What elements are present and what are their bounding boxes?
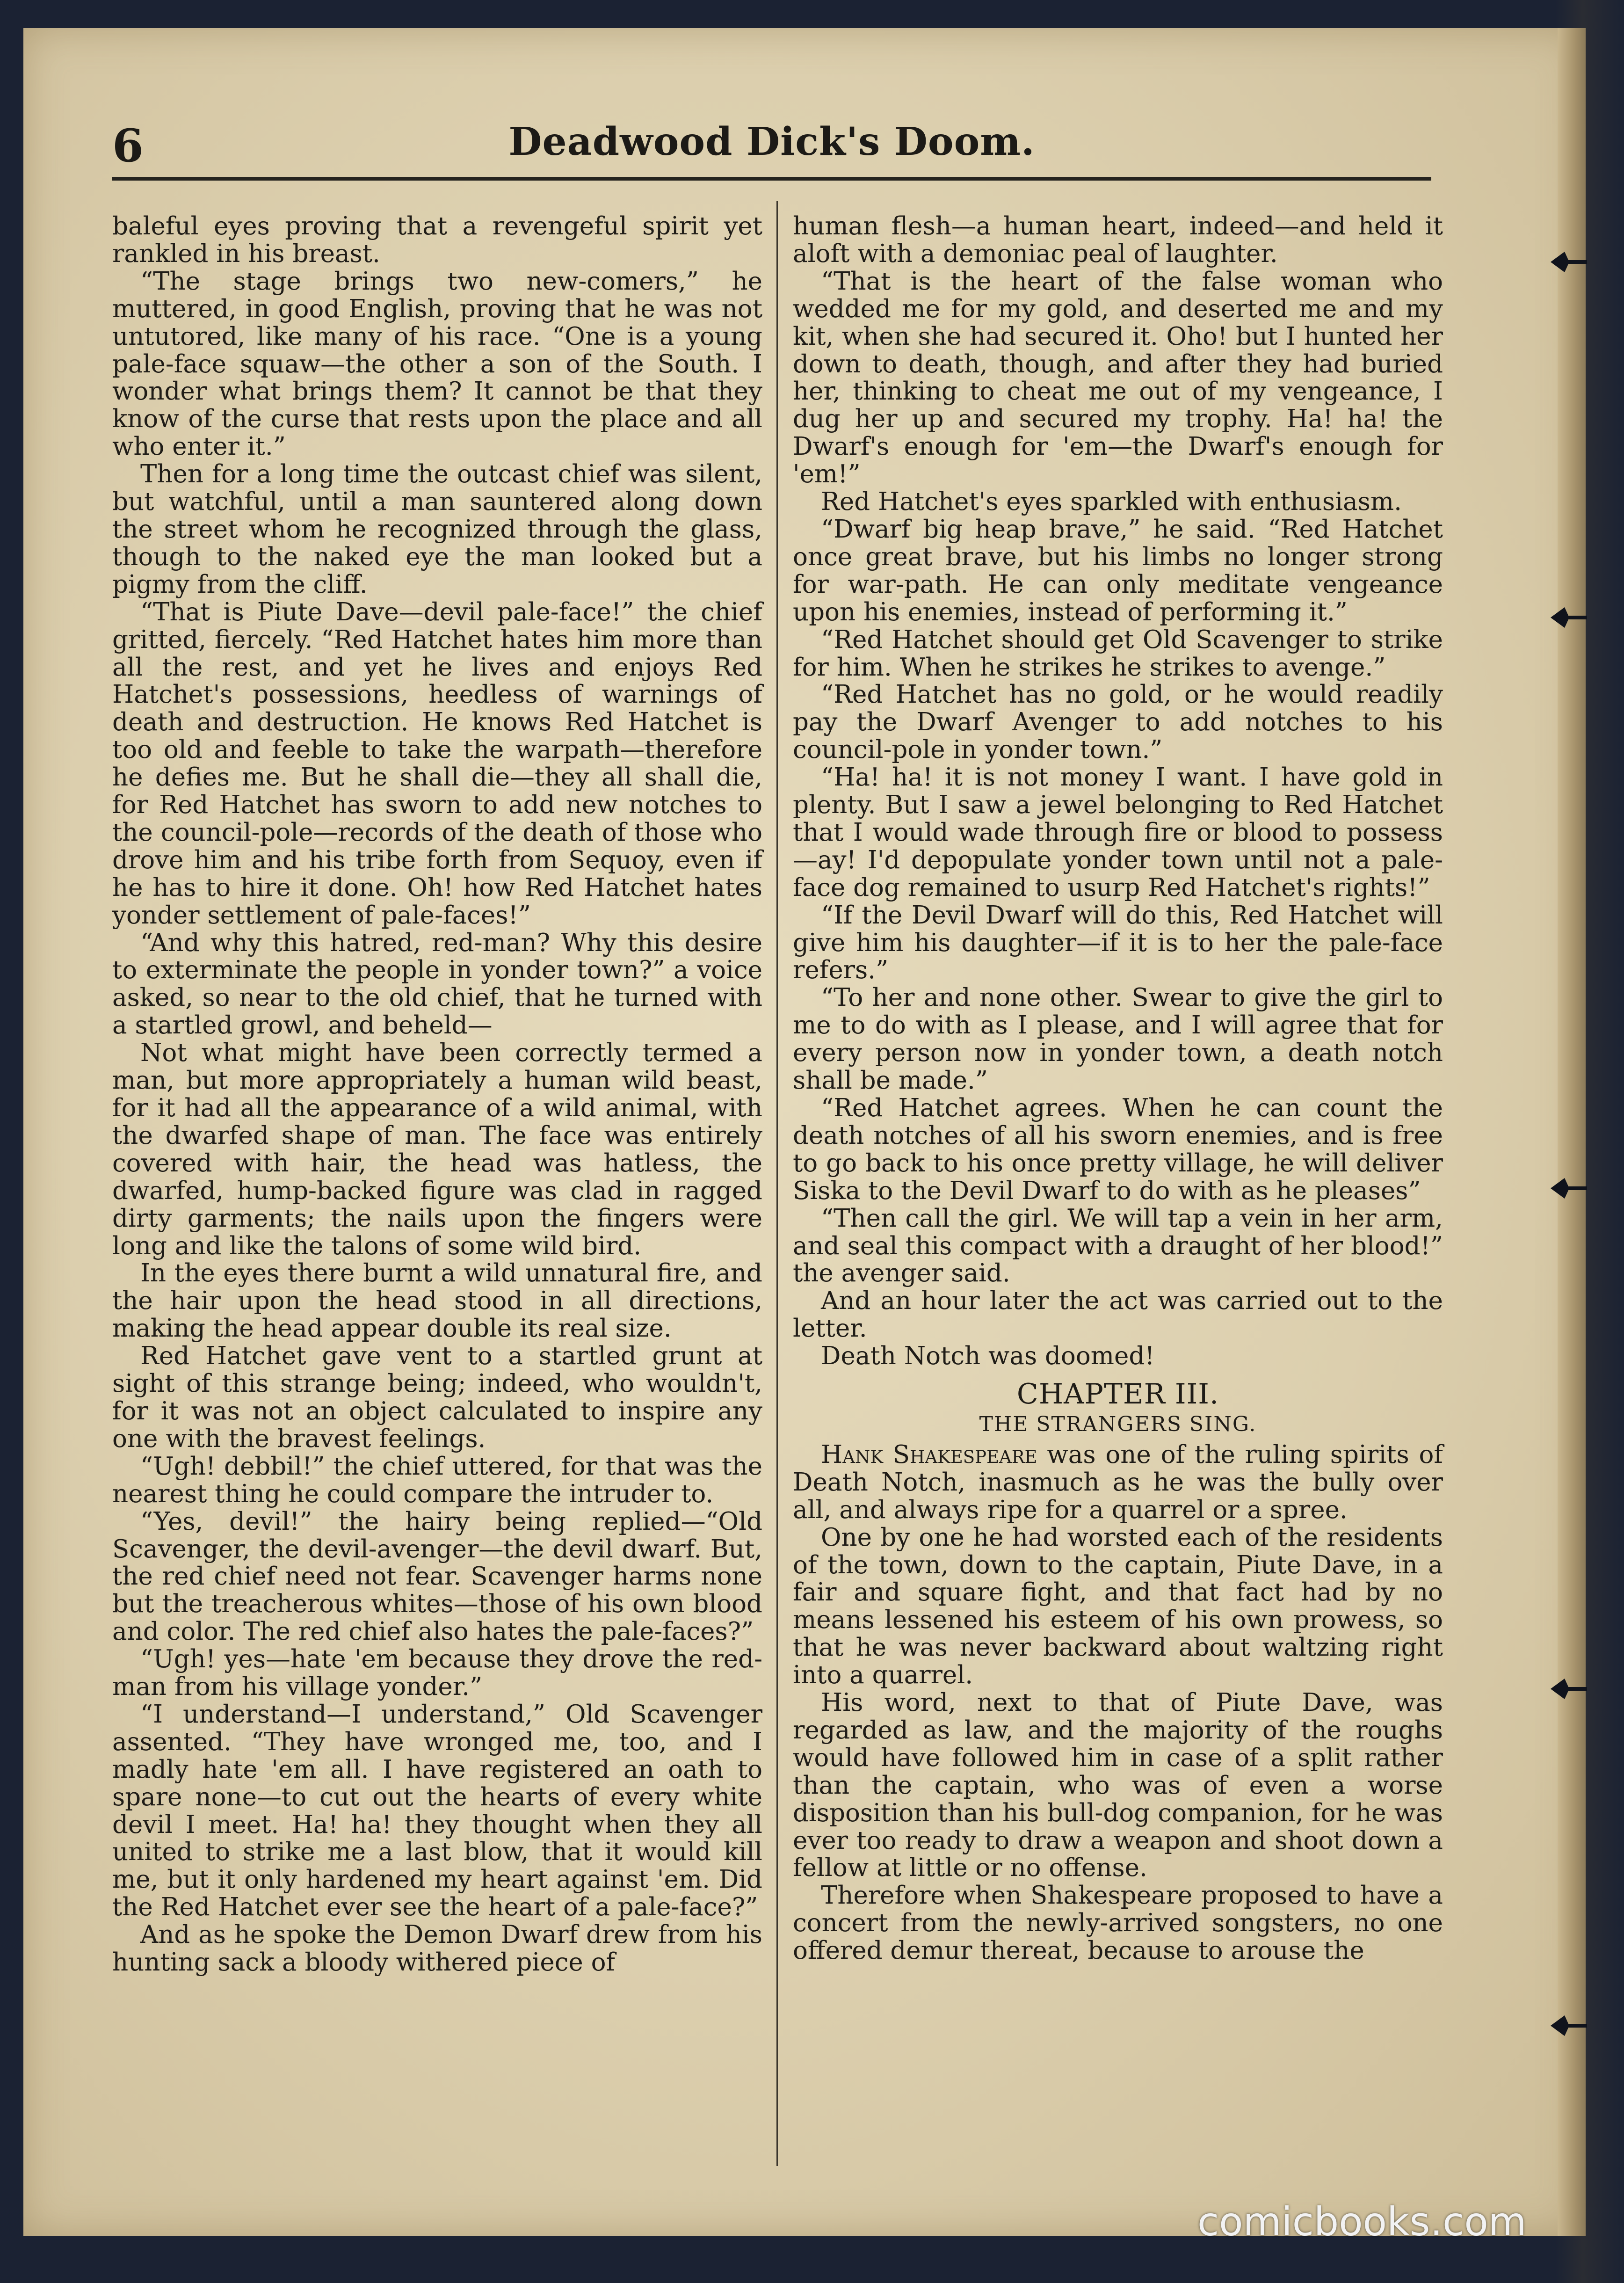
paragraph: “Then call the girl. We will tap a vein in her arm, and seal this compact with a draught of her blood!” the avenger said.: [793, 1204, 1443, 1288]
chapter-opening-paragraph: Hank Shakespeare was one of the ruling spirits of Death Notch, inasmuch as he was the bully over all, and always ripe for a quarrel or a spree.: [793, 1440, 1443, 1524]
paragraph: “Dwarf big heap brave,” he said. “Red Hatchet once great brave, but his limbs no longer strong for war-path. He can only meditate vengeance upon his enemies, instead of performing it.”: [793, 515, 1443, 626]
paragraph: “I understand—I understand,” Old Scavenger assented. “They have wronged me, too, and I madly hate 'em all. I have registered an oath to spare none—to cut out the hearts of every white devil I meet. Ha! ha! they thought when they all united to strike me a last blow, that it would kill me, but it only hardened my heart against 'em. Did the Red Hatchet ever see the heart of a pale-face?”: [112, 1700, 762, 1922]
page-gutter: [1558, 28, 1586, 2236]
paragraph: human flesh—a human heart, indeed—and held it aloft with a demoniac peal of laughter.: [793, 212, 1443, 268]
paragraph: Not what might have been correctly termed a man, but more appropriately a human wild beast, for it had all the appearance of a wild animal, with the dwarfed shape of man. The face was entirely covered with hair, the head was hatless, the dwarfed, hump-backed figure was clad in ragged dirty garments; the nails upon the fingers were long and like the talons of some wild bird.: [112, 1039, 762, 1260]
paragraph: “The stage brings two new-comers,” he muttered, in good English, proving that he was not untutored, like many of his race. “One is a young pale-face squaw—the other a son of the South. I wonder what brings them? It cannot be that they know of the curse that rests upon the place and all who enter it.”: [112, 267, 762, 461]
paragraph: “Ha! ha! it is not money I want. I have gold in plenty. But I saw a jewel belonging to Red Hatchet that I would wade through fire or blood to possess—ay! I'd depopulate yonder town until not a pale-face dog remained to usurp Red Hatchet's rights!”: [793, 763, 1443, 902]
paragraph: “That is Piute Dave—devil pale-face!” the chief gritted, fiercely. “Red Hatchet hates him more than all the rest, and yet he lives and enjoys Red Hatchet's possessions, heedless of warnings of death and destruction. He knows Red Hatchet is too old and feeble to take the warpath—therefore he defies me. But he shall die—they all shall die, for Red Hatchet has sworn to add new notches to the council-pole—records of the death of those who drove him and his tribe forth from Sequoy, even if he has to hire it done. Oh! how Red Hatchet hates yonder settlement of pale-faces!”: [112, 597, 762, 930]
paragraph: “Red Hatchet agrees. When he can count the death notches of all his sworn enemies, and is free to go back to his once pretty village, he will deliver Siska to the Devil Dwarf to do with as he pleases”: [793, 1094, 1443, 1205]
page-title: Deadwood Dick's Doom.: [508, 119, 1035, 164]
paragraph: Death Notch was doomed!: [821, 1342, 1155, 1371]
staple-icon: [1546, 1675, 1588, 1703]
paragraph: baleful eyes proving that a revengeful spirit yet rankled in his breast.: [112, 212, 762, 268]
paragraph: “That is the heart of the false woman who wedded me for my gold, and deserted me and my kit, when she had secured it. Oho! but I hunted her down to death, though, and after they had buried her, thinking to cheat me out of my vengeance, I dug her up and secured my trophy. Ha! ha! the Dwarf's enough for 'em—the Dwarf's enough for 'em!”: [793, 267, 1443, 489]
paragraph: “Ugh! debbil!” the chief uttered, for that was the nearest thing he could compare the intruder to.: [112, 1452, 762, 1508]
paragraph: In the eyes there burnt a wild unnatural fire, and the hair upon the head stood in all directions, making the head appear double its real size.: [112, 1259, 762, 1343]
paragraph: “To her and none other. Swear to give the girl to me to do with as I please, and I will agree that for every person now in yonder town, a death notch shall be made.”: [793, 983, 1443, 1095]
right-text-column: [793, 213, 1443, 2168]
staple-icon: [1546, 1174, 1588, 1202]
paragraph: One by one he had worsted each of the residents of the town, down to the captain, Piute Dave, in a fair and square fight, and that fact had by no means lessened his esteem of his own prowess, so that he was never backward about waltzing right into a quarrel.: [793, 1523, 1443, 1690]
paragraph: And an hour later the act was carried out to the letter.: [793, 1287, 1443, 1343]
watermark: comicbooks.com: [1197, 2199, 1527, 2245]
paragraph: “Red Hatchet has no gold, or he would readily pay the Dwarf Avenger to add notches to his council-pole in yonder town.”: [793, 680, 1443, 764]
paragraph: “If the Devil Dwarf will do this, Red Hatchet will give him his daughter—if it is to her the pale-face refers.”: [793, 901, 1443, 985]
paragraph: And as he spoke the Demon Dwarf drew from his hunting sack a bloody withered piece of: [112, 1920, 762, 1977]
paragraph: “Yes, devil!” the hairy being replied—“Old Scavenger, the devil-avenger—the devil dwarf. But, the red chief need not fear. Scavenger harms none but the treacherous whites—those of his own blood and color. The red chief also hates the pale-faces?”: [112, 1507, 762, 1646]
lead-name: Hank Shakespeare: [821, 1440, 1037, 1469]
page-header: [112, 119, 1431, 171]
paragraph: Then for a long time the outcast chief was silent, but watchful, until a man sauntered along down the street whom he recognized through the glass, though to the naked eye the man looked but a pigmy from the cliff.: [112, 460, 762, 599]
paragraph: Therefore when Shakespeare proposed to have a concert from the newly-arrived songsters, no one offered demur thereat, because to arouse the: [793, 1881, 1443, 1965]
header-rule: [112, 177, 1431, 181]
column-divider: [776, 201, 778, 2166]
paragraph: Red Hatchet gave vent to a startled grunt at sight of this strange being; indeed, who wouldn't, for it was not an object calculated to inspire any one with the bravest feelings.: [112, 1342, 762, 1453]
staple-icon: [1546, 2012, 1588, 2040]
staple-icon: [1546, 603, 1588, 632]
chapter-subtitle: THE STRANGERS SING.: [979, 1412, 1257, 1436]
paragraph: His word, next to that of Piute Dave, was regarded as law, and the majority of the roughs would have followed him in case of a split rather than the captain, who was of even a worse disposition than his bull-dog companion, for he was ever too ready to draw a weapon and shoot down a fellow at little or no offense.: [793, 1688, 1443, 1883]
page-number: 6: [112, 119, 144, 172]
paragraph: “Red Hatchet should get Old Scavenger to strike for him. When he strikes he strikes to avenge.”: [793, 625, 1443, 682]
paragraph: “And why this hatred, red-man? Why this desire to exterminate the people in yonder town?” a voice asked, so near to the old chief, that he turned with a startled growl, and beheld—: [112, 928, 762, 1040]
paragraph: “Ugh! yes—hate 'em because they drove the red-man from his village yonder.”: [112, 1645, 762, 1701]
paragraph: Red Hatchet's eyes sparkled with enthusiasm.: [821, 487, 1402, 516]
left-text-column: [112, 213, 762, 2168]
staple-icon: [1546, 248, 1588, 276]
chapter-title: CHAPTER III.: [1016, 1378, 1219, 1411]
